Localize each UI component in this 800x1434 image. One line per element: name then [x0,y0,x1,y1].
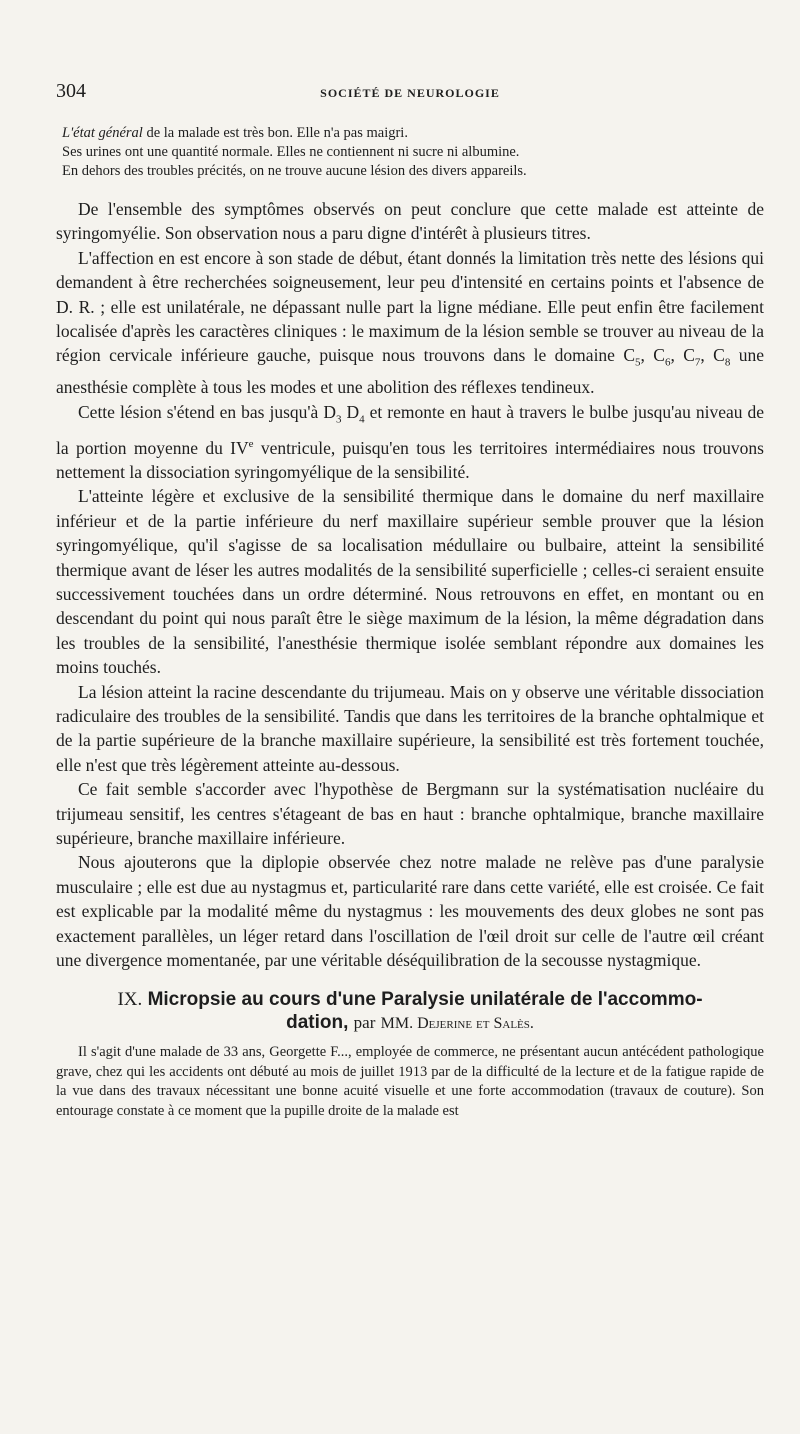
intro-note-3: En dehors des troubles précités, on ne trouve aucune lésion des divers appareils. [62,163,527,179]
journal-title: SOCIÉTÉ DE NEUROLOGIE [320,86,500,100]
p2-text-c: , C [670,345,695,366]
section-title-line2 [56,1011,764,1035]
page-number: 304 [56,80,86,102]
intro-italic: L'état général [62,125,143,141]
sub-c8: 8 [724,356,731,369]
sub-d4: 4 [359,413,365,426]
sub-c5: 5 [635,356,641,369]
section-number: IX. [117,989,143,1011]
section-title-line1: Micropsie au cours d'une Paralysie unilatérale de l'accommo- [147,989,703,1011]
p3-text-b: D [341,401,360,422]
p2-text-a: L'affection en est encore à son stade de début, étant donnés la limitation très nette des lésions qui demandent à être recherchées soigneusement, leur peu d'intensité en certains points et l'absence de D. R. ; elle est unilatérale, ne dépassant nulle part la ligne médiane. Elle peut enfin être facilement localisée d'après les caractères cliniques : le maximum de la lésion semble se trouver au niveau de la région cervicale inférieure gauche, puisque nous trouvons dans le domaine C [56,247,764,366]
sub-c6: 6 [664,356,671,369]
sub-d3: 3 [335,413,342,426]
paragraph-3 [56,400,764,485]
paragraph-2 [56,246,764,400]
running-head [56,72,764,102]
p2-text-e: une anesthésie complète à tous les modes et une abolition des réflexes tendineux. [56,345,764,398]
p2-text-b: , C [640,345,665,366]
intro-note-1 [56,124,764,143]
intro-note-2: Ses urines ont une quantité normale. Elles ne contiennent ni sucre ni albumine. [62,144,520,160]
paragraph-6: Ce fait semble s'accorder avec l'hypothèse de Bergmann sur la systématisation nucléaire du trijumeau sensitif, les centres s'étageant de bas en haut : branche ophtalmique, branche maxillaire supérieure, branche maxillaire inférieure. [56,779,764,848]
p3-text-c: et remonte en haut à travers le bulbe jusqu'au niveau de la portion moyenne du IV [56,401,765,458]
paragraph-7: Nous ajouterons que la diplopie observée chez notre malade ne relève pas d'une paralysie musculaire ; elle est due au nystagmus et, particularité rare dans cette variété, elle est croisée. Ce fait est explicable par la modalité même du nystagmus : les mouvements des deux globes ne sont pas exactement parallèles, un léger retard dans l'oscillation de l'œil droit sur celle de l'autre œil créant une divergence momentanée, par une véritable déséquilibration de la secousse nystagmique. [56,852,764,971]
case-paragraph: Il s'agit d'une malade de 33 ans, Georgette F..., employée de commerce, ne présentant aucun antécédent pathologique grave, chez qui les accidents ont débuté au mois de juillet 1913 par de la difficulté de la lecture et de la fatigue rapide de la vue dans des travaux nécessitant une bonne acuité visuelle et une forte accommodation (travaux de couture). Son entourage constate à ce moment que la pupille droite de la malade est [56,1044,764,1119]
sub-c7: 7 [694,356,701,369]
section-authors: MM. Dejerine et Salès. [380,1015,534,1033]
p3-text-d: ventricule, puisqu'en tous les territoires intermédiaires nous trouvons nettement la dissociation syringomyélique de la sensibilité. [56,437,764,482]
section-title [56,988,764,1011]
paragraph-4: L'atteinte légère et exclusive de la sensibilité thermique dans le domaine du nerf maxillaire inférieur et de la partie inférieure du nerf maxillaire supérieur semble prouver que la lésion syringomyélique, qu'il s'agisse de sa localisation médullaire ou bulbaire, atteint la sensibilité thermique avant de léser les autres modalités de la sensibilité superficielle ; celles-ci seraient ensuite successivement touchées dans un ordre déterminé. Nous retrouvons en effet, en montant ou en descendant du point qui nous paraît être le siège maximum de la lésion, la même dégradation dans les troubles de la sensibilité, l'anesthésie thermique isolée semblant répondre aux domaines les moins touchés. [56,486,764,678]
paragraph-5: La lésion atteint la racine descendante du trijumeau. Mais on y observe une véritable dissociation radiculaire des troubles de la sensibilité. Tandis que dans les territoires de la branche ophtalmique et de la partie supérieure de la branche maxillaire supérieure, la sensibilité est très fortement touchée, elle n'est que très légèrement atteinte au-dessous. [56,681,764,775]
paragraph-1: De l'ensemble des symptômes observés on peut conclure que cette malade est atteinte de syringomyélie. Son observation nous a paru digne d'intérêt à plusieurs titres. [56,199,764,244]
sup-iv: e [248,437,254,450]
page [56,72,764,1121]
section-title-cont: dation, [286,1012,349,1034]
p3-text-a: Cette lésion s'étend en bas jusqu'à D [78,401,336,422]
section-par: par [353,1013,376,1033]
intro-rest: de la malade est très bon. Elle n'a pas maigri. [142,125,408,141]
p2-text-d: , C [700,345,725,366]
